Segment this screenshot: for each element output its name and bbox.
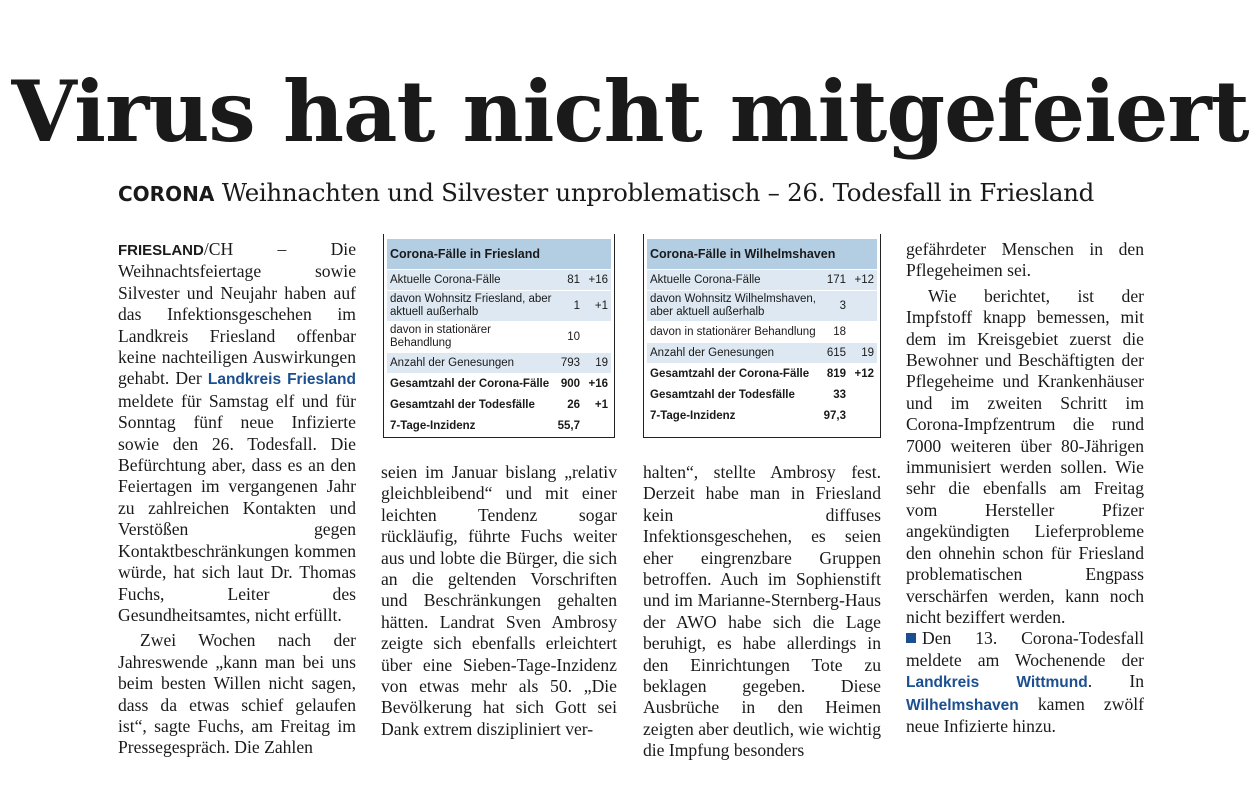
article-headline: Virus hat nicht mitgefeiert bbox=[11, 62, 1249, 161]
table-cell-value: 793 bbox=[555, 353, 583, 374]
highlight-landkreis-wittmund: Landkreis Wittmund bbox=[906, 674, 1088, 692]
table-wilhelmshaven bbox=[643, 234, 881, 438]
table-cell-label: davon Wohnsitz Friesland, aber aktuell außerhalb bbox=[387, 291, 555, 322]
table-cell-value: 55,7 bbox=[555, 416, 583, 437]
dateline: FRIESLAND bbox=[118, 242, 204, 259]
table-cell-label: 7-Tage-Inzidenz bbox=[387, 416, 555, 437]
table-cell-delta: +12 bbox=[849, 364, 877, 385]
table-cell-value: 819 bbox=[821, 364, 849, 385]
table-cell-value: 81 bbox=[555, 270, 583, 291]
paragraph-text: meldete für Samstag elf und für Sonntag fünf neue Infizierte sowie den 26. Todesfall. Die Befürchtung aber, dass es an den Feiertagen im vergangenen Jahr zu zahlreichen Kontakten und Verstößen gegen Kontaktbeschränkungen kommen würde, hat sich laut Dr. Thomas Fuchs, Leiter des Gesundheitsamtes, nicht erfüllt. bbox=[118, 390, 356, 625]
paragraph: Zwei Wochen nach der Jahreswende „kann man bei uns beim besten Willen nicht sagen, dass da etwas schief gelaufen ist“, sagte Fuchs, am Freitag im Pressegespräch. Die Zahlen bbox=[118, 630, 356, 758]
table-cell-delta bbox=[849, 322, 877, 343]
table-cell-label: davon Wohnsitz Wilhelmshaven, aber aktuell außerhalb bbox=[647, 291, 821, 322]
paragraph-text: /CH – Die Weihnachtsfeiertage sowie Silvester und Neujahr haben auf das Infektionsgeschehen im Landkreis Friesland offenbar keine nachteiligen Auswirkungen gehabt. Der bbox=[118, 239, 356, 389]
paragraph: Wie berichtet, ist der Impfstoff knapp bemessen, mit dem im Kreisgebiet zuerst die Bewohner und Beschäftigten der Pflegeheime und Krankenhäuser und im zweiten Schritt im Corona-Impfzentrum die rund 7000 weiteren über 80-Jährigen immunisiert werden sollen. Wie sehr die ebenfalls am Freitag vom Hersteller Pfizer angekündigten Lieferprobleme den ohnehin schon für Friesland problematischen Engpass verschärfen werden, kann noch nicht beziffert werden. bbox=[906, 285, 1144, 627]
paragraph: halten“, stellte Ambrosy fest. Derzeit habe man in Friesland kein diffuses Infektionsgeschehen, es seien eher eingrenzbare Gruppen betroffen. Auch im Sophienstift und im Marianne-Sternberg-Haus der AWO habe sich die Lage beruhigt, es habe allerdings in den Einrichtungen Tote zu beklagen gegeben. Diese Ausbrüche in den Heimen zeigten aber deutlich, wie wichtig die Impfung besonders bbox=[643, 462, 881, 761]
paragraph: seien im Januar bislang „relativ gleichbleibend“ und mit einer leichten Tendenz sogar rückläufig, führte Fuchs weiter aus und lobte die Bürger, die sich an die geltenden Vorschriften und Beschränkungen gehalten hätten. Landrat Sven Ambrosy zeigte sich ebenfalls erleichtert über eine Sieben-Tage-Inzidenz von etwas mehr als 50. „Die Bevölkerung hat sich Gott sei Dank extrem diszipliniert ver- bbox=[381, 462, 617, 739]
table-cell-value: 26 bbox=[555, 395, 583, 416]
table-cell-label: Gesamtzahl der Todesfälle bbox=[647, 385, 821, 406]
table-cell-label: Gesamtzahl der Corona-Fälle bbox=[387, 374, 555, 395]
article-column-1 bbox=[118, 239, 356, 759]
table-cell-label: Gesamtzahl der Todesfälle bbox=[387, 395, 555, 416]
article-subheadline bbox=[118, 176, 1148, 211]
table-friesland bbox=[383, 234, 615, 438]
paragraph-text: kamen zwölf neue Infizierte hinzu. bbox=[906, 693, 1144, 736]
table-cell-delta bbox=[849, 385, 877, 406]
highlight-wilhelmshaven: Wilhelmshaven bbox=[906, 696, 1019, 714]
paragraph: gefährdeter Menschen in den Pflegeheimen sei. bbox=[906, 239, 1144, 281]
table-cell-value: 97,3 bbox=[821, 406, 849, 427]
table-cell-label: davon in stationärer Behandlung bbox=[387, 322, 555, 353]
table-cell-value: 171 bbox=[821, 270, 849, 291]
article-column-2 bbox=[381, 462, 617, 740]
article-column-3 bbox=[643, 462, 881, 762]
table-cell-delta bbox=[583, 322, 611, 353]
table-cell-delta: 19 bbox=[849, 343, 877, 364]
table-cell-value: 900 bbox=[555, 374, 583, 395]
table-title: Corona-Fälle in Friesland bbox=[387, 239, 611, 270]
paragraph-text: Den 13. Corona-Todesfall meldete am Wochenende der bbox=[906, 628, 1144, 670]
table-cell-label: davon in stationärer Behandlung bbox=[647, 322, 821, 343]
table-cell-label: Aktuelle Corona-Fälle bbox=[387, 270, 555, 291]
table-cell-delta: +16 bbox=[583, 374, 611, 395]
table-cell-delta bbox=[583, 416, 611, 437]
table-cell-label: Aktuelle Corona-Fälle bbox=[647, 270, 821, 291]
table-title: Corona-Fälle in Wilhelmshaven bbox=[647, 239, 877, 270]
table-cell-delta: 19 bbox=[583, 353, 611, 374]
table-cell-value: 615 bbox=[821, 343, 849, 364]
paragraph bbox=[118, 239, 356, 626]
table-cell-value: 18 bbox=[821, 322, 849, 343]
table-cell-delta bbox=[849, 291, 877, 322]
table-cell-label: Gesamtzahl der Corona-Fälle bbox=[647, 364, 821, 385]
table-cell-delta: +12 bbox=[849, 270, 877, 291]
table-cell-delta: +1 bbox=[583, 291, 611, 322]
table-cell-delta: +16 bbox=[583, 270, 611, 291]
table-cell-value: 10 bbox=[555, 322, 583, 353]
kicker: CORONA bbox=[118, 182, 215, 206]
paragraph bbox=[906, 628, 1144, 737]
table-cell-label: Anzahl der Genesungen bbox=[387, 353, 555, 374]
highlight-landkreis-friesland: Landkreis Friesland bbox=[207, 371, 356, 389]
table-cell-delta: +1 bbox=[583, 395, 611, 416]
table-cell-label: 7-Tage-Inzidenz bbox=[647, 406, 821, 427]
table-cell-label: Anzahl der Genesungen bbox=[647, 343, 821, 364]
table-cell-value: 3 bbox=[821, 291, 849, 322]
subheadline-text: Weihnachten und Silvester unproblematisch – 26. Todesfall in Friesland bbox=[221, 178, 1095, 207]
table-cell-value: 1 bbox=[555, 291, 583, 322]
table-cell-delta bbox=[849, 406, 877, 427]
table-cell-value: 33 bbox=[821, 385, 849, 406]
bullet-square-icon bbox=[906, 633, 916, 643]
article-column-4 bbox=[906, 239, 1144, 737]
paragraph-text: . In bbox=[1087, 671, 1145, 692]
